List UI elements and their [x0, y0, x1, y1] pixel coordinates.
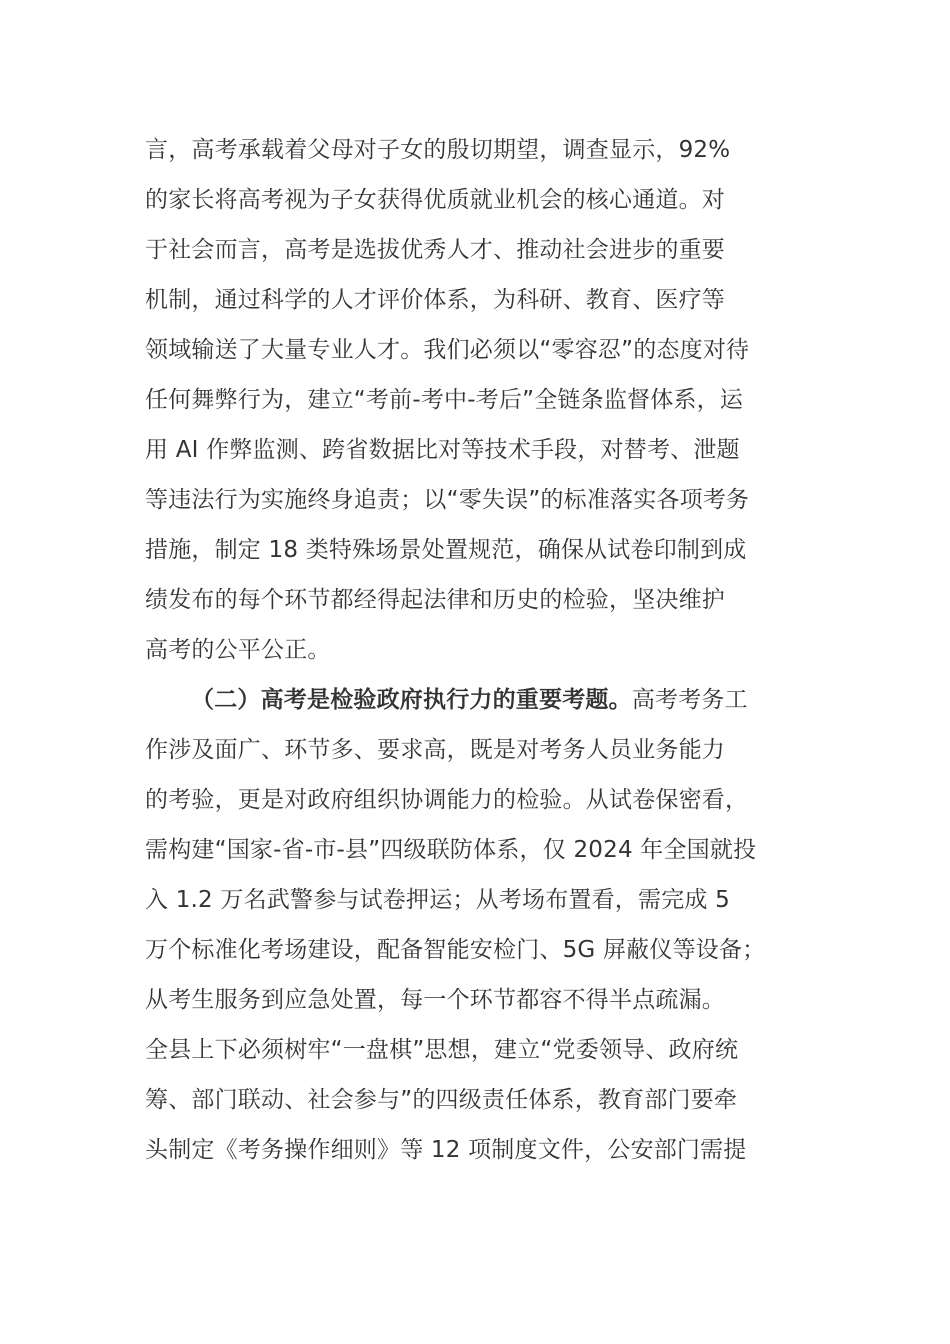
text-line: 全县上下必须树牢“一盘棋”思想，建立“党委领导、政府统 [145, 1037, 739, 1063]
text-line: 言，高考承载着父母对子女的殷切期望，调查显示，92% [145, 137, 731, 163]
text-line: 作涉及面广、环节多、要求高，既是对考务人员业务能力 [145, 737, 725, 763]
text-line: 需构建“国家-省-市-县”四级联防体系，仅 2024 年全国就投 [145, 837, 757, 863]
text-line: 筹、部门联动、社会参与”的四级责任体系，教育部门要牵 [145, 1087, 738, 1113]
paragraph-2 [145, 675, 845, 1175]
text-line: 任何舞弊行为，建立“考前-考中-考后”全链条监督体系，运 [145, 387, 744, 413]
paragraph-1 [145, 125, 845, 675]
text-line: 绩发布的每个环节都经得起法律和历史的检验，坚决维护 [145, 587, 725, 613]
text-line: 于社会而言，高考是选拔优秀人才、推动社会进步的重要 [145, 237, 725, 263]
text-line: 措施，制定 18 类特殊场景处置规范，确保从试卷印制到成 [145, 537, 747, 563]
text-line: 万个标准化考场建设，配备智能安检门、5G 屏蔽仪等设备； [145, 937, 766, 963]
text-line: 的考验，更是对政府组织协调能力的检验。从试卷保密看， [145, 787, 749, 813]
text-line: 入 1.2 万名武警参与试卷押运；从考场布置看，需完成 5 [145, 887, 730, 913]
section-heading-continuation: 高考考务工 [631, 687, 748, 713]
text-line: 的家长将高考视为子女获得优质就业机会的核心通道。对 [145, 187, 725, 213]
section-heading: （二）高考是检验政府执行力的重要考题。 [191, 687, 632, 713]
document-body [145, 125, 845, 1175]
text-line: 等违法行为实施终身追责；以“零失误”的标准落实各项考务 [145, 487, 750, 513]
section-heading-line [145, 675, 845, 725]
text-line: 领域输送了大量专业人才。我们必须以“零容忍”的态度对待 [145, 337, 750, 363]
text-line: 机制，通过科学的人才评价体系，为科研、教育、医疗等 [145, 287, 725, 313]
text-line: 从考生服务到应急处置，每一个环节都容不得半点疏漏。 [145, 987, 725, 1013]
text-line: 用 AI 作弊监测、跨省数据比对等技术手段，对替考、泄题 [145, 437, 740, 463]
text-line: 高考的公平公正。 [145, 637, 331, 663]
text-line: 头制定《考务操作细则》等 12 项制度文件，公安部门需提 [145, 1137, 747, 1163]
